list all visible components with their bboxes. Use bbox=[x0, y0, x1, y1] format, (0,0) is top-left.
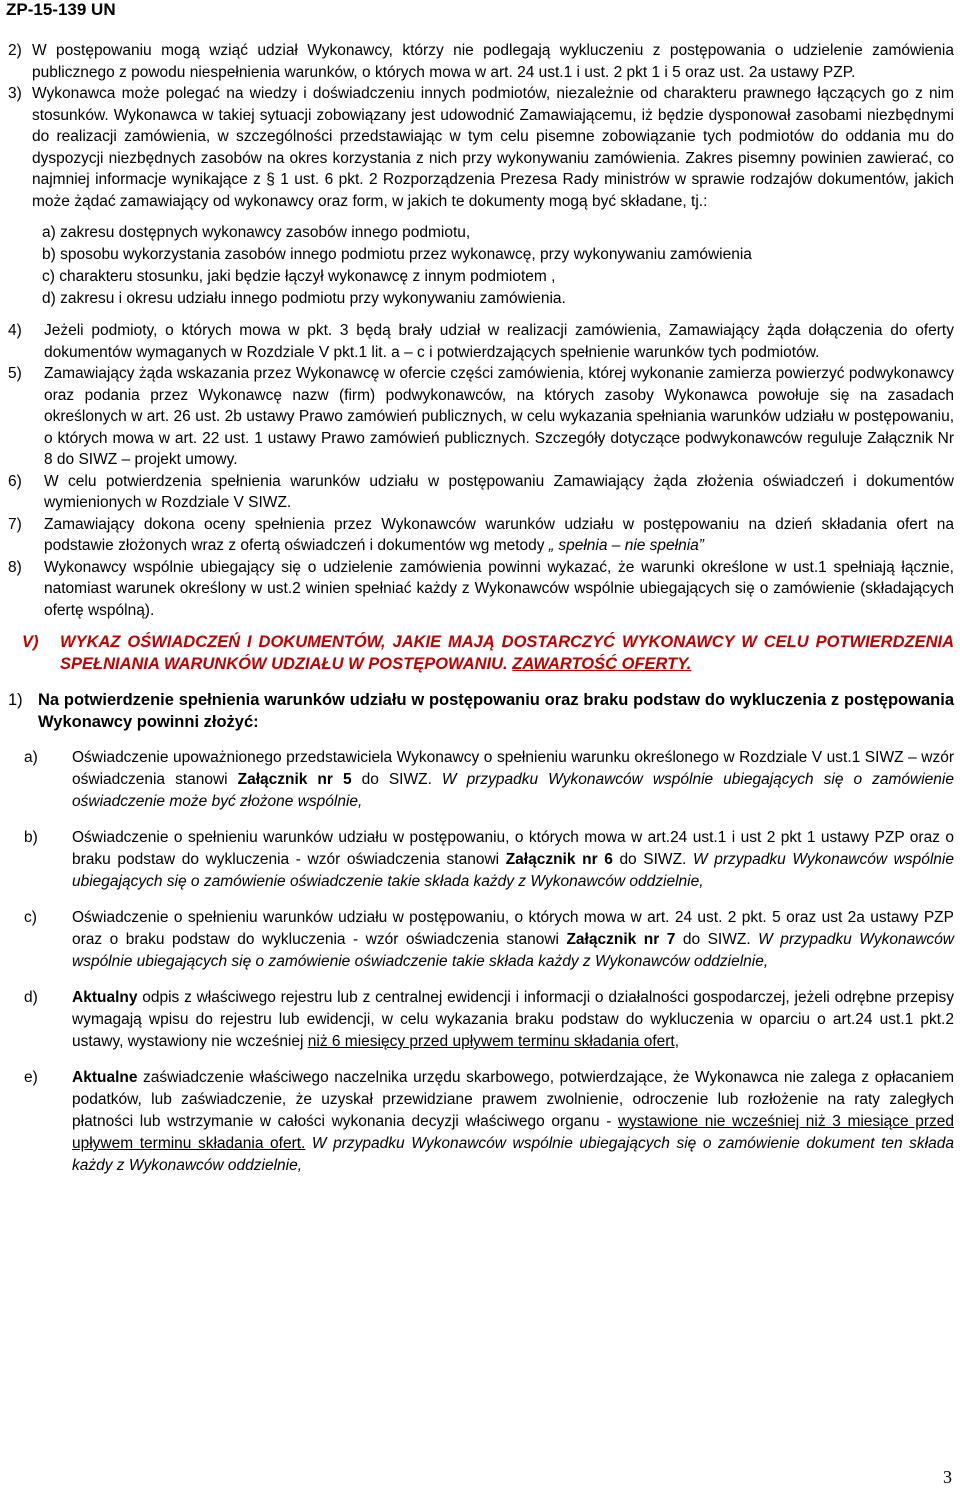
sub-list bbox=[42, 222, 954, 310]
item-number: 5) bbox=[8, 365, 22, 382]
letter-item-a bbox=[8, 747, 954, 813]
section-v-heading bbox=[8, 631, 954, 675]
letter-item-d bbox=[8, 987, 954, 1053]
item-text: Jeżeli podmioty, o których mowa w pkt. 3 będą brały udział w realizacji zamówienia, Zamawiający żąda dołączenia do oferty dokumentów wymaganych w Rozdziale V pkt.1 lit. a – c i potwierdzających spełnienie warunków tych podmiotów. bbox=[44, 322, 954, 361]
letter-text: Oświadczenie o spełnieniu warunków udziału w postępowaniu, o których mowa w art.24 ust.1 i ust 2 pkt 1 ustawy PZP oraz o braku podstaw do wykluczenia - wzór oświadczenia stanowi bbox=[72, 829, 954, 868]
list-item-8 bbox=[8, 557, 954, 622]
sub-item-b: b) sposobu wykorzystania zasobów innego podmiotu przez wykonawcę, przy wykonywaniu zamówienia bbox=[42, 246, 752, 263]
item-text: Wykonawca może polegać na wiedzy i doświadczeniu innych podmiotów, niezależnie od charakteru prawnego łączących go z nim stosunków. Wykonawca w takiej sytuacji zobowiązany jest udowodnić Zamawiającemu, iż będzie dysponował zasobami niezbędnymi do realizacji zamówienia, w szczególności przedstawiając w tym celu pisemne zobowiązanie tych podmiotów do oddania mu do dyspozycji niezbędnych zasobów na okres korzystania z nich przy wykonywaniu zamówienia. Zakres pisemny powinien zawierać, co najmniej informacje wynikające z § 1 ust. 6 pkt. 2 Rozporządzenia Prezesa Rady ministrów w sprawie rodzajów dokumentów, jakich może żądać zamawiający od wykonawcy oraz form, w jakich te dokumenty mogą być składane, tj.: bbox=[32, 85, 954, 210]
list-item-7 bbox=[8, 514, 954, 557]
list-item-4 bbox=[8, 320, 954, 363]
letter-underlined: niż 6 miesięcy przed upływem terminu składania ofert, bbox=[307, 1033, 680, 1050]
letter-item-e bbox=[8, 1067, 954, 1177]
item-number: 2) bbox=[8, 42, 22, 59]
sub-item-a: a) zakresu dostępnych wykonawcy zasobów innego podmiotu, bbox=[42, 224, 471, 241]
letter-text-cont: do SIWZ. bbox=[612, 851, 693, 868]
letter-item-b bbox=[8, 827, 954, 893]
item-number: 6) bbox=[8, 472, 22, 490]
document-code-header: ZP-15-139 UN bbox=[6, 0, 116, 19]
item-text: Zamawiający dokona oceny spełnienia przez Wykonawców warunków udziału w postępowaniu na dzień składania ofert na podstawie złożonych wraz z ofertą oświadczeń i dokumentów wg metody bbox=[44, 515, 954, 554]
letter-label: b) bbox=[24, 829, 38, 846]
section-title-underlined: ZAWARTOŚĆ OFERTY. bbox=[512, 655, 692, 673]
attachment-ref: Załącznik nr 6 bbox=[505, 851, 613, 868]
letter-text: Oświadczenie o spełnieniu warunków udziału w postępowaniu, o których mowa w art. 24 ust. 2 pkt. 5 oraz ust 2a ustawy PZP oraz o braku podstaw do wykluczenia - wzór oświadczenia stanowi bbox=[72, 909, 954, 948]
section-number: V) bbox=[22, 633, 39, 651]
letter-item-c bbox=[8, 907, 954, 973]
list-4-8 bbox=[8, 320, 954, 621]
letter-text-cont: do SIWZ. bbox=[675, 931, 759, 948]
page-content bbox=[8, 40, 954, 1177]
list-item-2 bbox=[8, 40, 954, 83]
sub-item-d: d) zakresu i okresu udziału innego podmiotu przy wykonywaniu zamówienia. bbox=[42, 290, 566, 307]
item-number: 3) bbox=[8, 85, 22, 102]
sub-item-c: c) charakteru stosunku, jaki będzie łączył wykonawcę z innym podmiotem , bbox=[42, 268, 556, 285]
letter-underlined: wystawione nie wcześniej niż 3 miesiące przed upływem terminu składania ofert. bbox=[72, 1113, 954, 1152]
attachment-ref: Załącznik nr 5 bbox=[237, 771, 352, 788]
subsection-1 bbox=[8, 689, 954, 733]
letter-label: d) bbox=[24, 989, 38, 1006]
subsection-text: Na potwierdzenie spełnienia warunków udziału w postępowaniu oraz braku podstaw do wykluczenia z postępowania Wykonawcy powinni złożyć: bbox=[38, 691, 954, 731]
letter-note: W przypadku Wykonawców wspólnie ubiegających się o zamówienie oświadczenie takie składa każdy z Wykonawców oddzielnie, bbox=[72, 851, 954, 890]
letter-label: c) bbox=[24, 909, 37, 926]
item-text: W celu potwierdzenia spełnienia warunków udziału w postępowaniu Zamawiający żąda złożenia oświadczeń i dokumentów wymienionych w Rozdziale V SIWZ. bbox=[44, 472, 954, 511]
item-number: 4) bbox=[8, 322, 22, 339]
list-item-5 bbox=[8, 363, 954, 471]
letter-text: Oświadczenie upoważnionego przedstawiciela Wykonawcy o spełnieniu warunku określonego w Rozdziale V ust.1 SIWZ – wzór oświadczenia stanowi bbox=[72, 749, 954, 788]
subsection-number: 1) bbox=[8, 691, 23, 709]
letter-lead: Aktualne bbox=[72, 1069, 138, 1086]
letter-lead: Aktualny bbox=[72, 989, 138, 1006]
item-number: 7) bbox=[8, 515, 22, 533]
item-text-italic: „ spełnia – nie spełnia” bbox=[548, 537, 704, 554]
letter-label: a) bbox=[24, 749, 38, 766]
letter-label: e) bbox=[24, 1069, 38, 1086]
page-number: 3 bbox=[943, 1467, 952, 1487]
section-title: WYKAZ OŚWIADCZEŃ I DOKUMENTÓW, JAKIE MAJĄ DOSTARCZYĆ WYKONAWCY W CELU POTWIERDZENIA SPEŁNIANIA WARUNKÓW UDZIAŁU W POSTĘPOWANIU. bbox=[60, 633, 954, 673]
item-text: Zamawiający żąda wskazania przez Wykonawcę w ofercie części zamówienia, której wykonanie zamierza powierzyć podwykonawcy oraz podania przez Wykonawcę nazw (firm) podwykonawców, na których zasoby Wykonawca powołuje się na zasadach określonych w art. 26 ust. 2b ustawy Prawo zamówień publicznych, w celu wykazania spełniania warunków udziału w postępowaniu, o których mowa w art. 22 ust. 1 ustawy Prawo zamówień publicznych. Szczegóły dotyczące podwykonawców reguluje Załącznik Nr 8 do SIWZ – projekt umowy. bbox=[44, 365, 954, 468]
letter-note: W przypadku Wykonawców wspólnie ubiegających się o zamówienie oświadczenie takie składa każdy z Wykonawców oddzielnie, bbox=[72, 931, 954, 970]
list-item-6 bbox=[8, 471, 954, 514]
letter-note: W przypadku Wykonawców wspólnie ubiegających się o zamówienie dokument ten składa każdy z Wykonawców oddzielnie, bbox=[72, 1135, 954, 1174]
item-text: W postępowaniu mogą wziąć udział Wykonawcy, którzy nie podlegają wykluczeniu z postępowania o udzielenie zamówienia publicznego z powodu niespełnienia warunków, o których mowa w art. 24 ust.1 i ust. 2 pkt 1 i 5 oraz ust. 2a ustawy PZP. bbox=[32, 42, 954, 81]
item-text: Wykonawcy wspólnie ubiegający się o udzielenie zamówienia powinni wykazać, że warunki określone w ust.1 spełniają łącznie, natomiast warunek określony w ust.2 winien spełniać każdy z Wykonawców wspólnie ubiegających się o zamówienie (składających ofertę wspólną). bbox=[44, 558, 954, 619]
letter-note: W przypadku Wykonawców wspólnie ubiegających się o zamówienie oświadczenie może być złożone wspólnie, bbox=[72, 771, 954, 810]
letter-text: zaświadczenie właściwego naczelnika urzędu skarbowego, potwierdzające, że Wykonawca nie zalega z opłacaniem podatków, lub zaświadczenie, że uzyskał przewidziane prawem zwolnienie, odroczenie lub rozłożenie na raty zaległych płatności lub wstrzymanie w całości wykonania decyzji właściwego organu - bbox=[72, 1069, 954, 1130]
list-item-3 bbox=[8, 83, 954, 310]
attachment-ref: Załącznik nr 7 bbox=[566, 931, 676, 948]
item-number: 8) bbox=[8, 558, 22, 576]
letter-text-cont: do SIWZ. bbox=[351, 771, 442, 788]
letter-text: odpis z właściwego rejestru lub z centralnej ewidencji i informacji o działalności gospodarczej, jeżeli odrębne przepisy wymagają wpisu do rejestru lub ewidencji, w celu wykazania braku podstaw do wykluczenia w oparciu o art.24 ust.1 pkt.2 ustawy, wystawiony nie wcześniej bbox=[72, 989, 954, 1050]
